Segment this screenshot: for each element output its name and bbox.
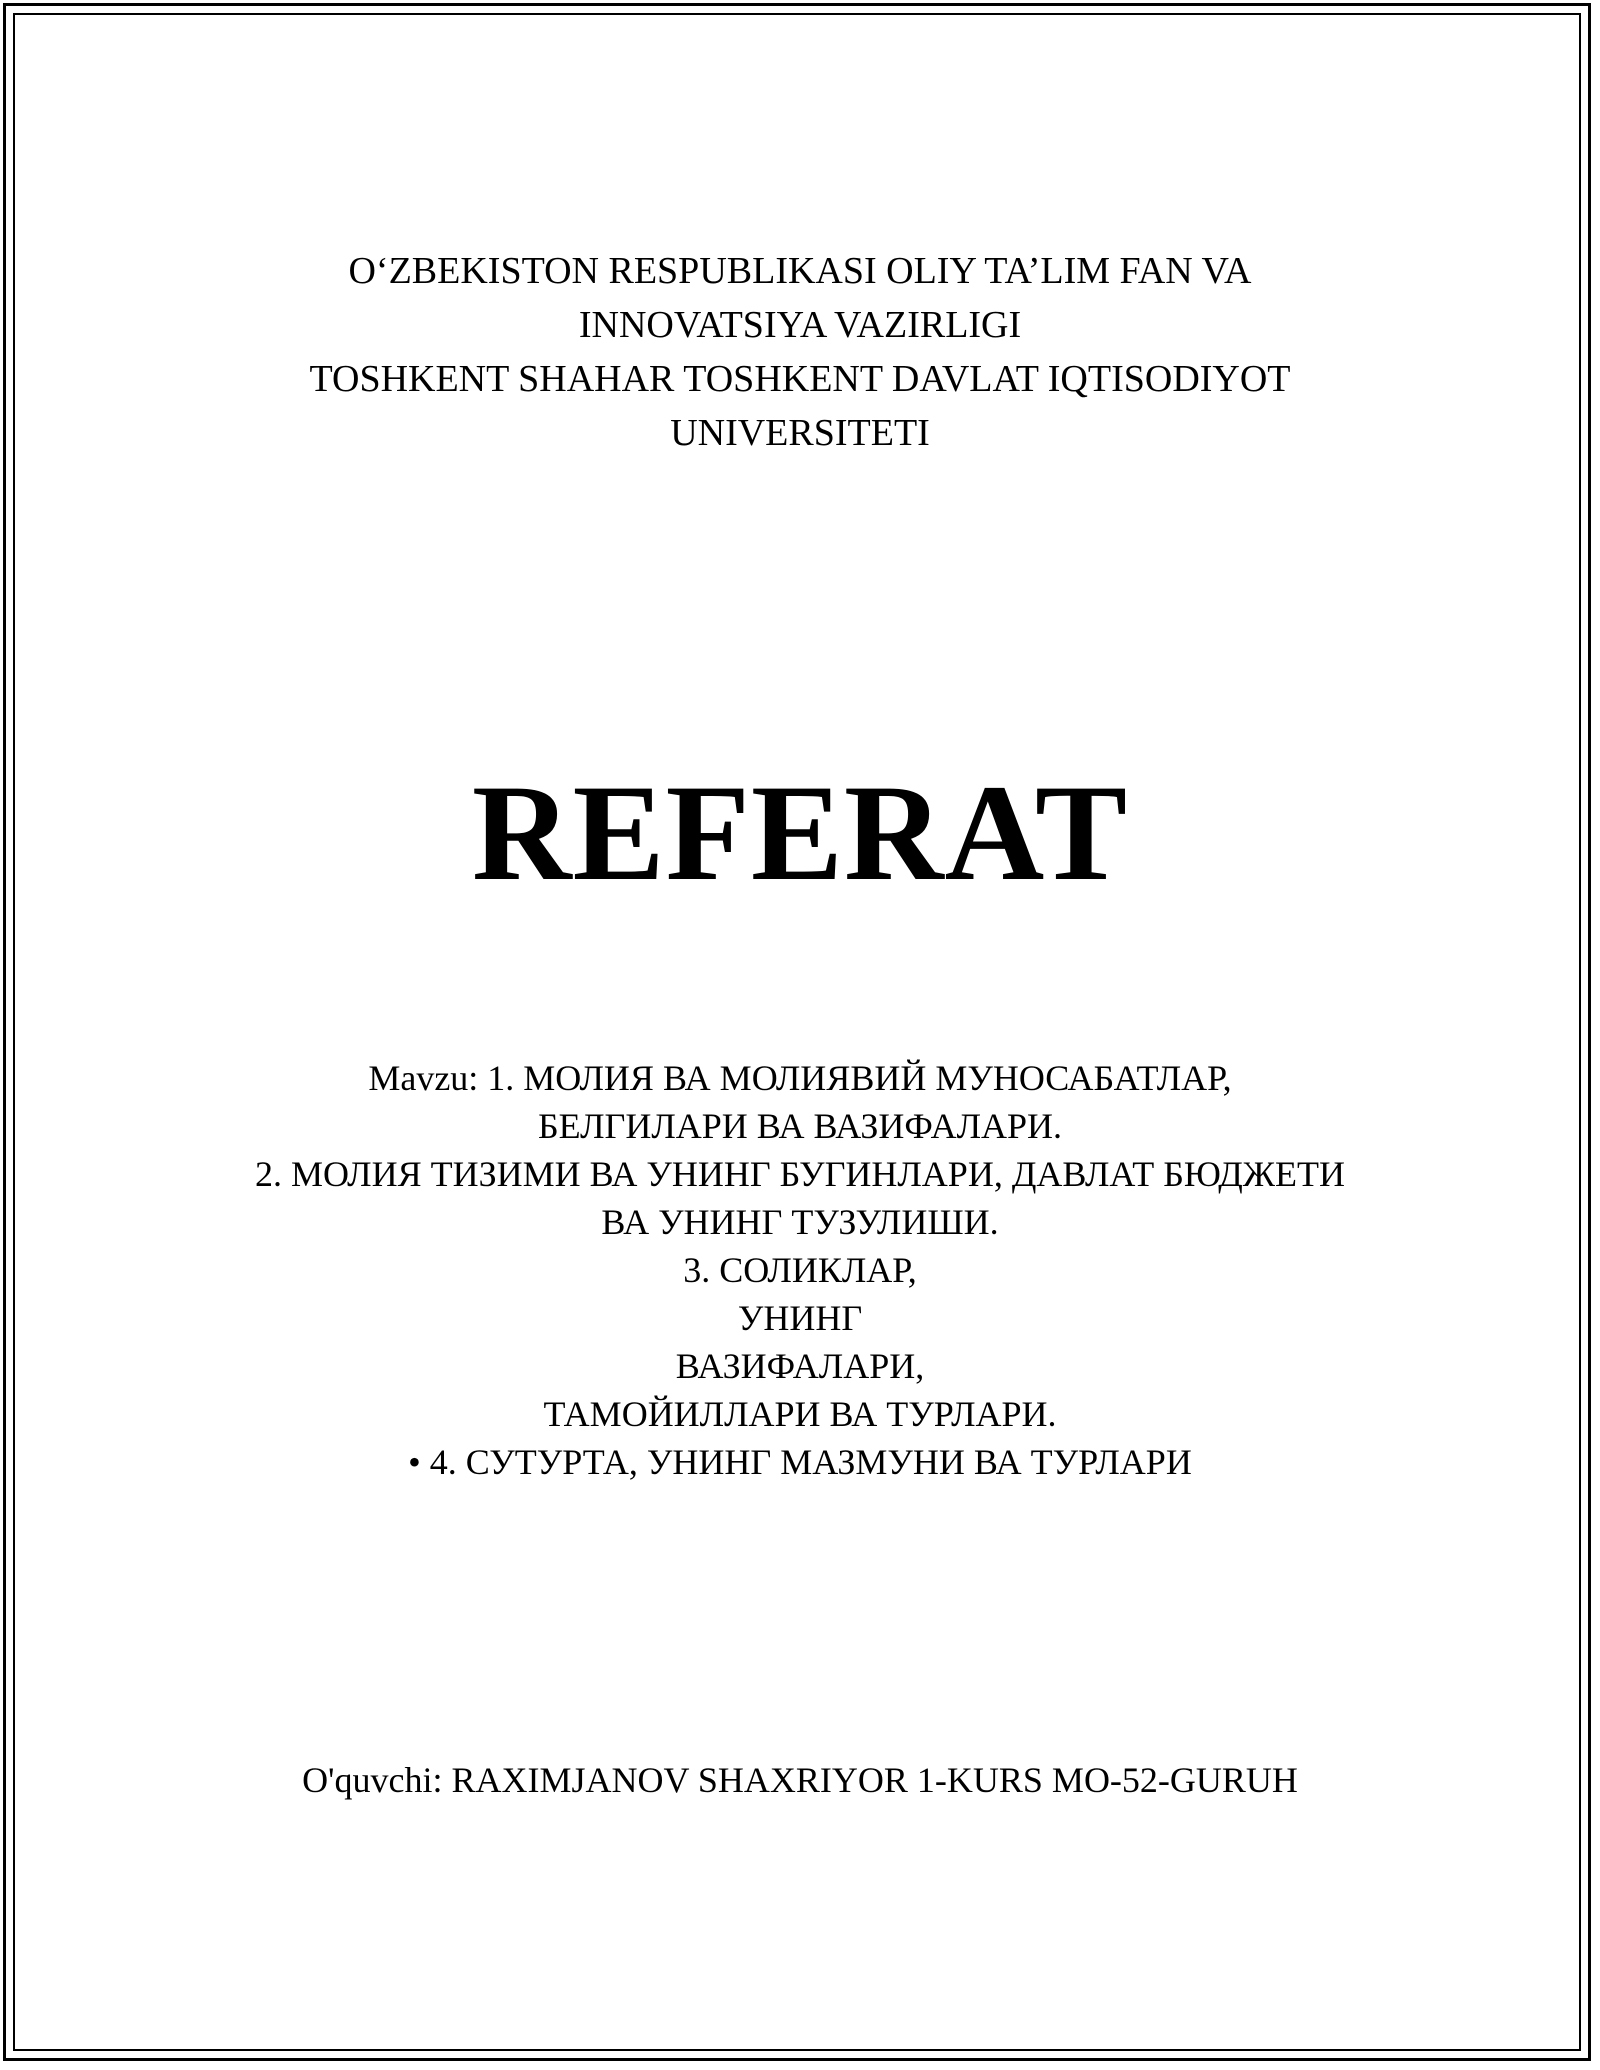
topic-line: 3. СОЛИКЛАР, [683,1250,917,1290]
header-line: INNOVATSIYA VAZIRLIGI [578,304,1022,346]
topic-line: УНИНГ [737,1298,863,1338]
topic-line: ТАМОЙИЛЛАРИ ВА ТУРЛАРИ. [543,1394,1057,1434]
document-title: REFERAT [471,756,1129,909]
topic-line: • 4. СУТУРТА, УНИНГ МАЗМУНИ ВА ТУРЛАРИ [408,1442,1192,1482]
header-line: UNIVERSITETI [670,412,930,454]
header-line: O‘ZBEKISTON RESPUBLIKASI OLIY TA’LIM FAN VA [348,250,1252,292]
topic-line: Mavzu: 1. МОЛИЯ ВА МОЛИЯВИЙ МУНОСАБАТЛАР, [368,1058,1232,1098]
header-line: TOSHKENT SHAHAR TOSHKENT DAVLAT IQTISODIYOT [309,358,1291,400]
topic-line: ВА УНИНГ ТУЗУЛИШИ. [601,1202,999,1242]
student-info: O'quvchi: RAXIMJANOV SHAXRIYOR 1-KURS MO-52-GURUH [302,1760,1298,1800]
institution-header [0,244,1600,460]
topic-line: 2. МОЛИЯ ТИЗИМИ ВА УНИНГ БУГИНЛАРИ, ДАВЛАТ БЮДЖЕТИ [254,1154,1346,1194]
topic-block [0,1054,1600,1486]
topic-line: БЕЛГИЛАРИ ВА ВАЗИФАЛАРИ. [537,1106,1063,1146]
topic-line: ВАЗИФАЛАРИ, [675,1346,925,1386]
